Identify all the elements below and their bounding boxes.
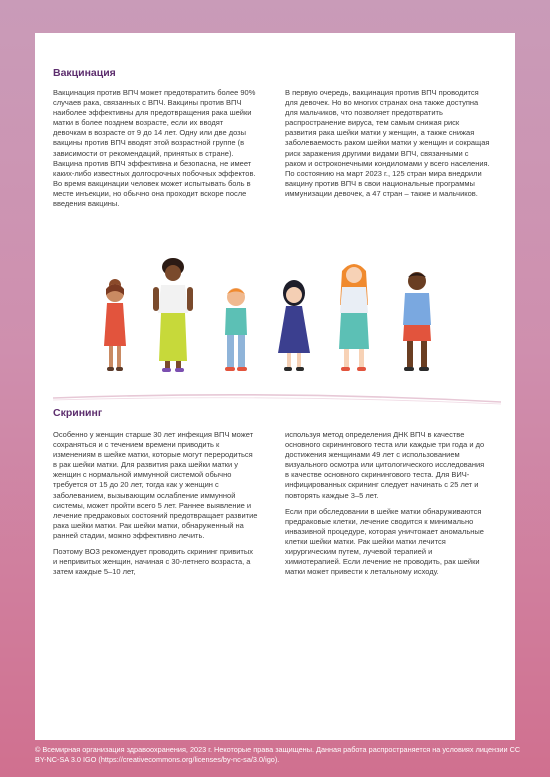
child-figure	[278, 280, 310, 371]
screening-right-column	[285, 430, 490, 583]
screening-right-paragraph-1: используя метод определения ДНК ВПЧ в качестве основного скринингового теста или каждые три года и до достижения женщинами 49 лет с использованием визуального осмотра или цитологического исследования в качестве основного скринингового теста. Для ВИЧ-инфицированных скрининг следует начинать с 25 лет и повторять каждые 3–5 лет.	[285, 430, 485, 500]
vaccination-right-paragraph: В первую очередь, вакцинация против ВПЧ проводится для девочек. Но во многих странах она также доступна для мальчиков, что позволяет предотвратить распространение вируса, тем самым снижая риск развития рака шейки матки у женщин, а также снижая заболеваемость раком шейки матки у женщин и сокращая риск заражения другими видами ВПЧ, связанными с раком и остроконечными кондиломами у всего населения. По состоянию на март 2023 г., 125 стран мира внедрили вакцину против ВПЧ в свои национальные программы иммунизации девочек, а 47 стран – также и мальчиков.	[285, 88, 490, 198]
screening-heading: Скрининг	[53, 407, 103, 419]
screening-left-paragraph-2: Поэтому ВОЗ рекомендует проводить скрининг привитых и непривитых женщин, начиная с 30-летнего возраста, а затем каждые 5–10 лет,	[53, 547, 254, 577]
section-divider	[53, 388, 501, 408]
vaccination-heading: Вакцинация	[53, 67, 116, 79]
child-figure	[403, 272, 431, 371]
child-figure	[339, 264, 369, 371]
vaccination-left-column	[53, 88, 258, 215]
license-footer: © Всемирная организация здравоохранения, 2023 г. Некоторые права защищены. Данная работа распространяется на условиях лицензии CC BY-NC-SA 3.0 IGO (https://creativecommons.org/licenses/by-nc-sa/3.0/igo).	[35, 745, 521, 764]
child-figure	[153, 258, 193, 372]
child-figure	[225, 288, 247, 371]
document-page	[35, 33, 515, 740]
screening-left-column	[53, 430, 258, 583]
child-figure	[104, 279, 126, 371]
vaccination-right-column	[285, 88, 490, 205]
screening-right-paragraph-2: Если при обследовании в шейке матки обнаруживаются предраковые клетки, лечение сводится к минимально инвазивной процедуре, которая уничтожает аномальные клетки шейки матки. Рак шейки матки лечится хирургическим путем, лучевой терапией и химиотерапией. Если лечение не проводить, рак шейки матки может привести к летальному исходу.	[285, 506, 484, 577]
children-illustration	[85, 243, 445, 383]
screening-left-paragraph-1: Особенно у женщин старше 30 лет инфекция ВПЧ может сохраняться и с течением времени приводить к изменениям в шейке матки, которые могут переродиться в рак шейки матки. Для развития рака шейки матки у женщин с нормальной иммунной системой обычно требуется от 15 до 20 лет, тогда как у женщин с заболеванием, вызывающим ослабление иммунной системы, может пройти всего 5 лет. Раннее выявление и лечение предраковых состояний предотвращает развитие рака шейки матки. Рак шейки матки, обнаруженный на ранней стадии, можно эффективно лечить.	[53, 430, 258, 540]
vaccination-left-paragraph: Вакцинация против ВПЧ может предотвратить более 90% случаев рака, связанных с ВПЧ. Вакцины против ВПЧ наиболее эффективны для предотвращения рака шейки матки в более позднем возрасте, если их вводят девочкам в возрасте от 9 до 14 лет. Одну или две дозы вакцины против ВПЧ вводят этой возрастной группе (в зависимости от рекомендаций, принятых в стране). Вакцина против ВПЧ эффективна и безопасна, не имеет каких-либо известных долгосрочных побочных эффектов. Во время вакцинации человек может испытывать боль в месте инъекции, но обычно она проходит вскоре после введения вакцины.	[53, 88, 256, 209]
